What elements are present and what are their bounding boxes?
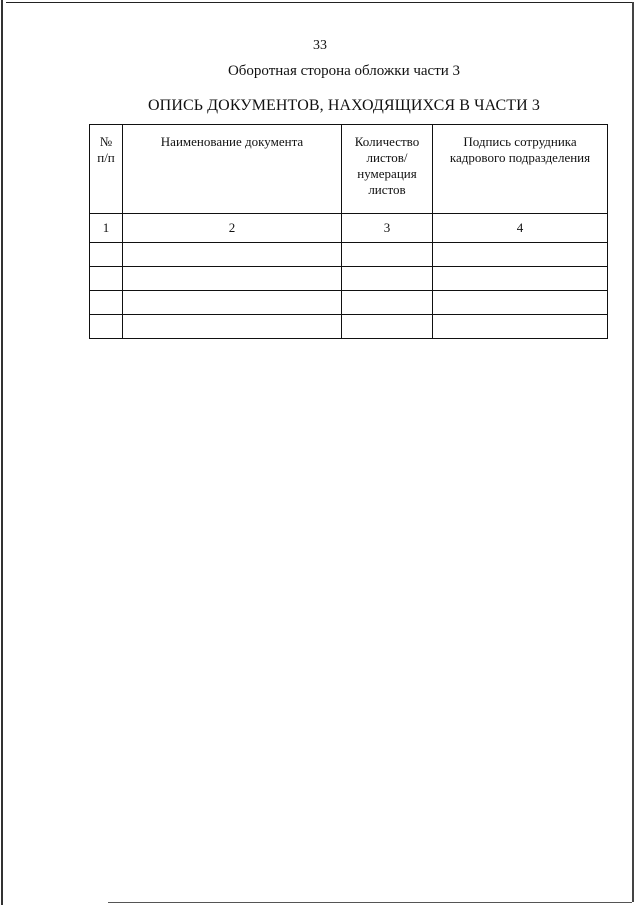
table-cell <box>90 267 123 291</box>
page-subtitle: Оборотная сторона обложки части 3 <box>227 63 461 79</box>
scan-edge-left <box>1 0 3 905</box>
table-cell <box>433 243 608 267</box>
table-cell <box>123 267 342 291</box>
header-document-name <box>123 125 342 214</box>
page-number: 33 <box>313 38 327 53</box>
column-number-row <box>90 214 608 243</box>
table-header-row <box>90 125 608 214</box>
table-cell <box>90 291 123 315</box>
header-document-name-label: Наименование документа <box>160 134 304 149</box>
table-cell <box>123 315 342 339</box>
table-cell <box>123 291 342 315</box>
documents-inventory-table <box>89 124 608 339</box>
table-cell <box>342 243 433 267</box>
table-cell <box>342 315 433 339</box>
header-sheet-count <box>342 125 433 214</box>
table-row <box>90 267 608 291</box>
document-title: ОПИСЬ ДОКУМЕНТОВ, НАХОДЯЩИХСЯ В ЧАСТИ 3 <box>148 97 540 114</box>
column-number-cell: 3 <box>342 214 433 243</box>
header-item-number <box>90 125 123 214</box>
header-item-number-label: № п/п <box>97 134 115 165</box>
table-cell <box>123 243 342 267</box>
header-hr-signature <box>433 125 608 214</box>
column-number-cell: 4 <box>433 214 608 243</box>
table-cell <box>342 267 433 291</box>
column-number-cell: 2 <box>123 214 342 243</box>
header-hr-signature-label: Подпись сотрудника кадрового подразделения <box>449 134 591 165</box>
column-number-cell: 1 <box>90 214 123 243</box>
table-row <box>90 315 608 339</box>
table-row <box>90 243 608 267</box>
table-cell <box>90 315 123 339</box>
header-sheet-count-label: Количество листов/ нумерация листов <box>354 134 420 197</box>
table-cell <box>433 315 608 339</box>
table-cell <box>342 291 433 315</box>
table-cell <box>433 267 608 291</box>
table-cell <box>90 243 123 267</box>
scan-edge-top <box>6 2 632 3</box>
table-cell <box>433 291 608 315</box>
table-row <box>90 291 608 315</box>
scan-edge-bottom <box>108 902 632 903</box>
scan-edge-right <box>632 2 634 902</box>
